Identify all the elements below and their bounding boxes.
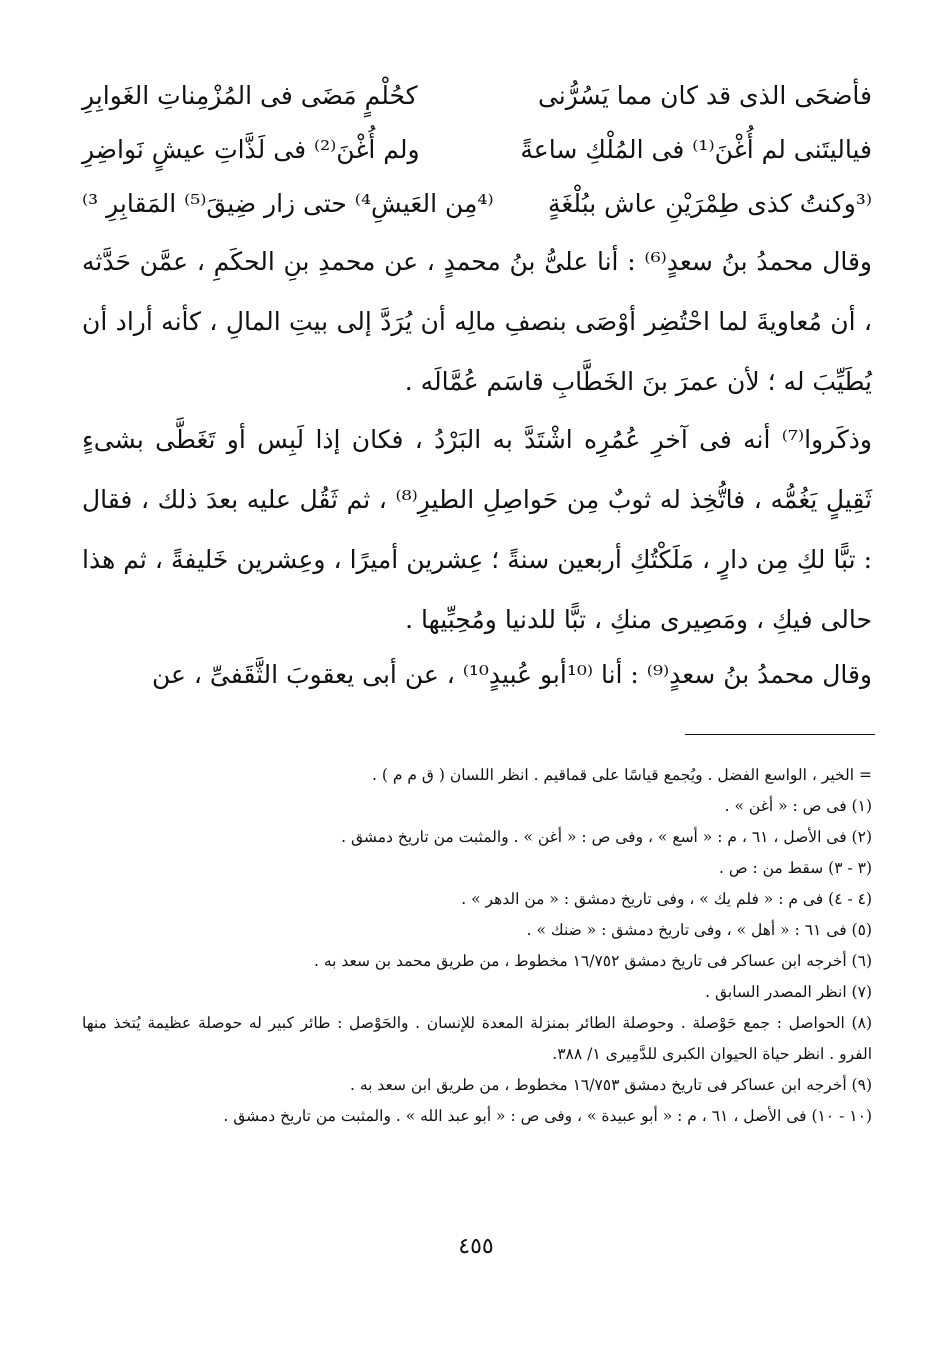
verse-second-hemistich: ولم أُغْنَ⁽²⁾ فى لَذَّاتِ عيشٍ نَواضِرِ [82,135,420,164]
verse-second-hemistich: كحُلْمٍ مَضَى فى المُزْمِناتِ الغَوابِرِ [82,81,418,110]
footnote: (١٠ - ١٠) فى الأصل ، ٦١ ، م : « أبو عبيدة » ، وفى ص : « أبو عبد الله » . والمثبت من تاريخ دمشق . [223,1107,872,1125]
verse-first-hemistich: فأضحَى الذى قد كان مما يَسُرُّنى [537,81,872,110]
footnote: (٤ - ٤) فى م : « فلم يك » ، وفى تاريخ دمشق : « من الدهر » . [461,890,872,908]
poem-line [82,124,872,176]
footnote: (١) فى ص : « أغن » . [724,797,872,815]
footnote: (٢) فى الأصل ، ٦١ ، م : « أسع » ، وفى ص : « أغن » . والمثبت من تاريخ دمشق . [341,828,872,846]
poem-line [82,70,872,122]
footnote: = الخير ، الواسع الفضل . ويُجمع قياسًا على قماقيم . انظر اللسان ( ق م م ) . [372,766,872,784]
verse-first-hemistich: ⁽³وكنتُ كذى طِمْرَيْنِ عاش ببُلْغَةٍ [547,189,872,218]
footnote: (٦) أخرجه ابن عساكر فى تاريخ دمشق ١٦/٧٥٢ مخطوط ، من طريق محمد بن سعد به . [313,952,872,970]
footnote: (٣ - ٣) سقط من : ص . [718,859,872,877]
footnotes [82,760,872,1132]
body-paragraph: وذكَروا⁽⁷⁾ أنه فى آخرِ عُمُرِه اشْتَدَّ به البَرْدُ ، فكان إذا لَبِس أو تَغَطَّى بشىءٍ ثَقِيلٍ يَغُمُّه ، فاتُّخِذ له ثوبٌ مِن حَواصِلِ الطيرِ⁽⁸⁾ ، ثم ثَقُل عليه بعدَ ذلك ، فقال : تبًّا لكِ مِن دارٍ ، مَلَكْتُكِ أربعين سنةً ؛ عِشرين أميرًا ، وعِشرين خَليفةً ، ثم هذا حالى فيكِ ، ومَصِيرى منكِ ، تبًّا للدنيا ومُحِبِّيها . [82,425,873,634]
footnote: (٨) الحواصل : جمع حَوْصلة . وحوصلة الطائر بمنزلة المعدة للإنسان . والحَوْصل : طائر كبير له حوصلة عظيمة يُتخذ منها الفرو . انظر حياة الحيوان الكبرى للدَّمِيرى ١/ ٣٨٨. [82,1014,872,1063]
footnote: (٧) انظر المصدر السابق . [705,983,872,1001]
verse-first-hemistich: فياليتَنى لم أُغْنَ⁽¹⁾ فى المُلْكِ ساعةً [520,135,872,164]
body-paragraph: وقال محمدُ بنُ سعدٍ⁽⁹⁾ : أنا ⁽¹⁰أبو عُبيدٍ¹⁰⁾ ، عن أبى يعقوبَ الثَّقَفىِّ ، عن [151,660,872,689]
footnote: (٥) فى ٦١ : « أهل » ، وفى تاريخ دمشق : « ضنك » . [526,921,872,939]
footnote-separator [685,734,875,735]
verse-second-hemistich: ⁽⁴مِن العَيشِ⁴⁾ حتى زار ضِيقَ⁽⁵⁾ المَقابِرِ ³⁾ [82,189,494,218]
footnote: (٩) أخرجه ابن عساكر فى تاريخ دمشق ١٦/٧٥٣ مخطوط ، من طريق ابن سعد به . [350,1076,872,1094]
body-paragraph: وقال محمدُ بنُ سعدٍ⁽⁶⁾ : أنا علىُّ بنُ محمدٍ ، عن محمدِ بنِ الحكَمِ ، عمَّن حَدَّثه ، أن مُعاويةَ لما احْتُضِر أوْصَى بنصفِ مالِه أن يُرَدَّ إلى بيتِ المالِ ، كأنه أراد أن يُطَيِّبَ له ؛ لأن عمرَ بنَ الخَطَّابِ قاسَم عُمَّالَه . [82,247,872,396]
poem-line [82,178,872,230]
page-number: ٤٥٥ [458,1234,494,1259]
